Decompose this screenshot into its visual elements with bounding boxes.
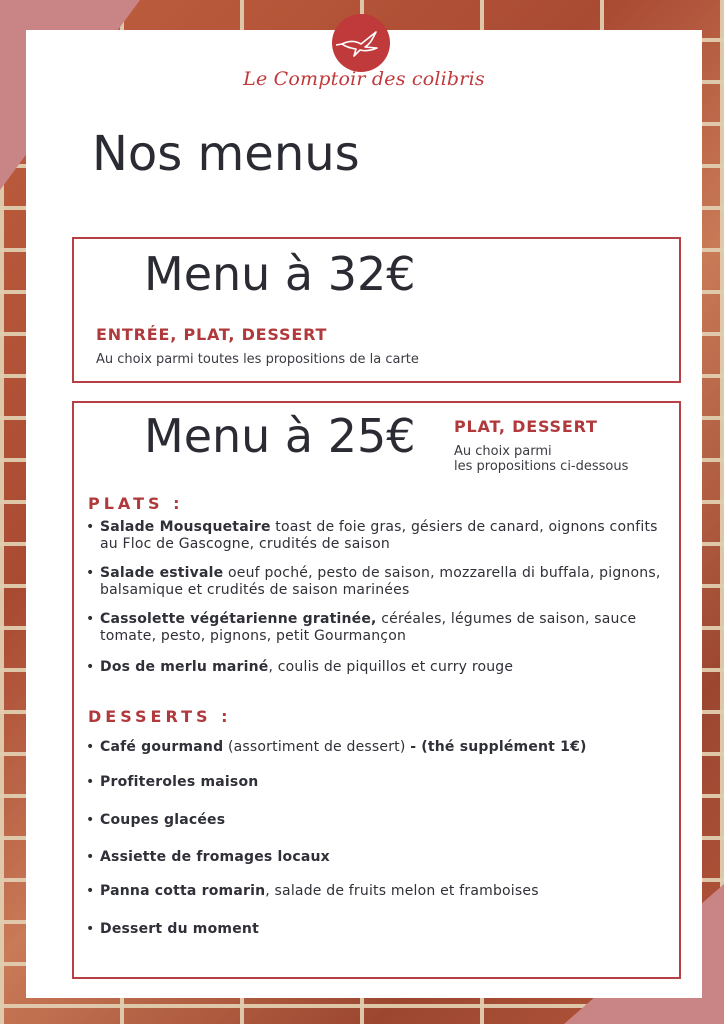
item-name: Café gourmand	[100, 739, 224, 755]
item-description: céréales, légumes de saison, sauce tomate, pesto, pignons, petit Gourmançon	[100, 611, 637, 644]
list-item	[84, 659, 669, 676]
menu-page	[26, 30, 702, 998]
page-title: Nos menus	[92, 126, 360, 182]
brand-name: Le Comptoir des colibris	[243, 68, 485, 90]
menu-25-box	[72, 401, 681, 979]
item-name: Dessert du moment	[100, 921, 259, 937]
list-item	[84, 774, 669, 791]
item-name: Cassolette végétarienne gratinée,	[100, 611, 377, 627]
menu-25-courses: PLAT, DESSERT	[454, 417, 598, 436]
list-item	[84, 739, 669, 756]
menu-25-description	[454, 444, 628, 474]
menu-32-box	[72, 237, 681, 383]
list-item	[84, 883, 669, 900]
item-description: toast de foie gras, gésiers de canard, oignons confits au Floc de Gascogne, crudités de saison	[100, 519, 658, 552]
menu-25-description-line1: Au choix parmi	[454, 444, 552, 459]
item-name: Salade estivale	[100, 565, 224, 581]
menu-25-description-line2: les propositions ci-dessous	[454, 459, 629, 474]
item-name: Dos de merlu mariné	[100, 659, 269, 675]
item-description: oeuf poché, pesto de saison, mozzarella di buffala, pignons, balsamique et crudités de saison marinées	[100, 565, 661, 598]
menu-32-courses: ENTRÉE, PLAT, DESSERT	[96, 325, 328, 344]
menu-32-title: Menu à 32€	[144, 247, 416, 301]
item-name: Salade Mousquetaire	[100, 519, 271, 535]
hummingbird-logo-icon	[332, 14, 390, 72]
list-item	[84, 812, 669, 829]
item-name: Assiette de fromages locaux	[100, 849, 330, 865]
list-item	[84, 849, 669, 866]
item-name: Panna cotta romarin	[100, 883, 266, 899]
desserts-heading: DESSERTS :	[88, 707, 232, 726]
item-extra: - (thé supplément 1€)	[410, 739, 587, 755]
item-name: Profiteroles maison	[100, 774, 259, 790]
menu-32-description: Au choix parmi toutes les propositions de la carte	[96, 352, 419, 367]
item-description: , salade de fruits melon et framboises	[265, 883, 539, 899]
menu-25-title: Menu à 25€	[144, 409, 416, 463]
list-item	[84, 921, 669, 938]
list-item	[84, 519, 669, 553]
item-description: , coulis de piquillos et curry rouge	[268, 659, 514, 675]
list-item	[84, 565, 669, 599]
plats-heading: PLATS :	[88, 494, 184, 513]
item-name: Coupes glacées	[100, 812, 226, 828]
list-item	[84, 611, 669, 645]
item-description: (assortiment de dessert)	[223, 739, 411, 755]
